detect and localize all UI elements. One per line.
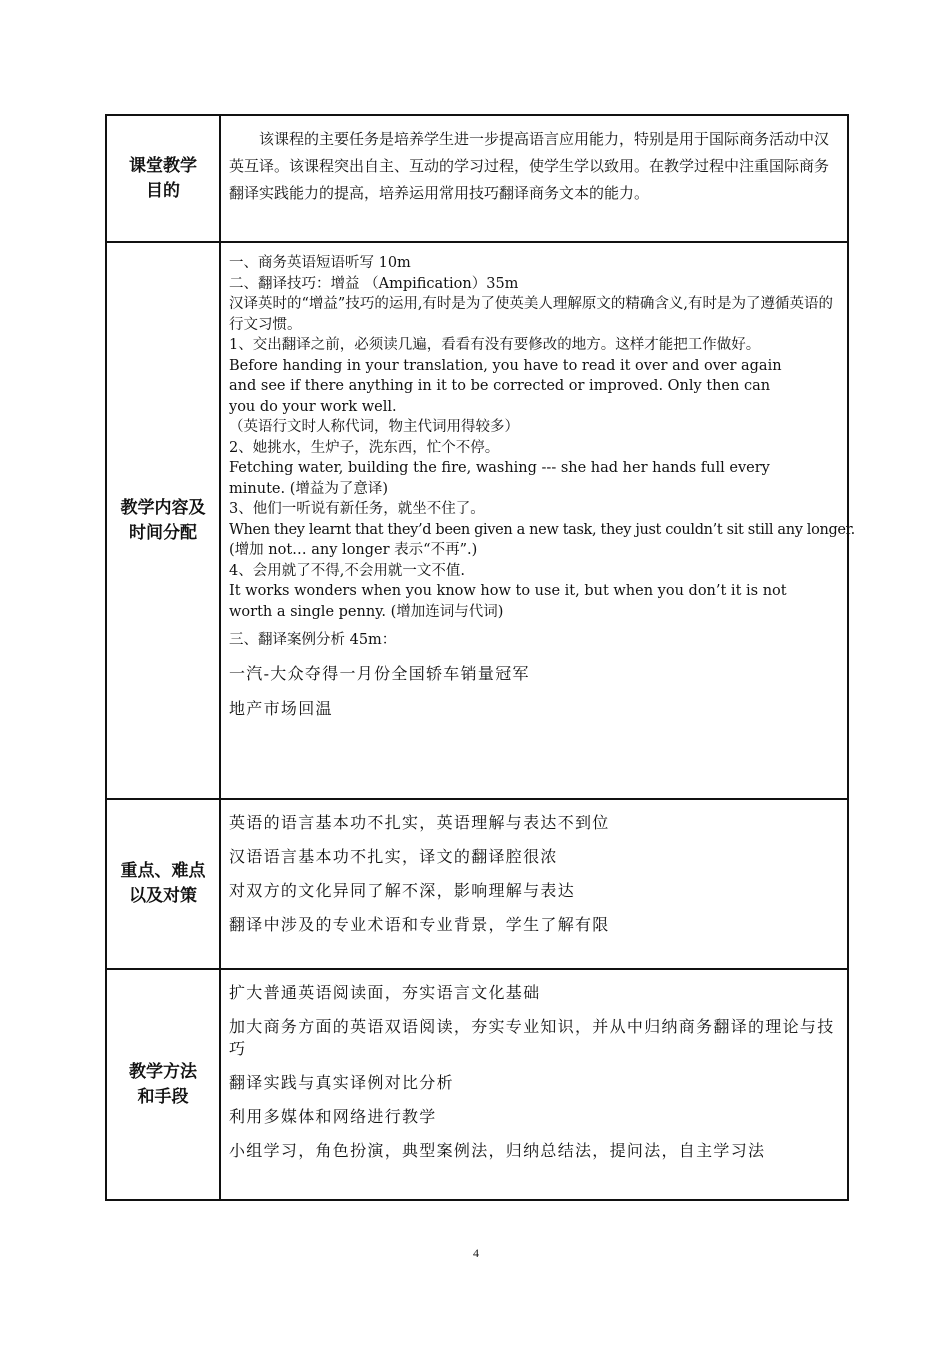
list-item: 汉语语言基本功不扎实，译文的翻译腔很浓 — [229, 847, 558, 866]
content-row — [106, 242, 848, 799]
content-line: and see if there anything in it to be corrected or improved. Only then can — [229, 378, 771, 394]
content-line: 二、翻译技巧：增益 （Ampification）35m — [229, 275, 519, 292]
list-item: 对双方的文化异同了解不深，影响理解与表达 — [229, 881, 576, 900]
content-line: 3、他们一听说有新任务，就坐不住了。 — [229, 501, 485, 517]
case-item: 地产市场回温 — [229, 698, 333, 718]
content-line: When they learnt that they’d been given a new task, they just couldn’t sit still any longer. — [229, 521, 855, 538]
list-item: 加大商务方面的英语双语阅读，夯实专业知识，并从中归纳商务翻译的理论与技巧 — [229, 1017, 835, 1058]
content-line: worth a single penny. (增加连词与代词) — [229, 603, 504, 620]
content-line: （英语行文时人称代词，物主代词用得较多） — [229, 419, 519, 435]
methods-cell — [220, 969, 848, 1200]
content-line: minute. (增益为了意译) — [229, 480, 389, 497]
list-item: 英语的语言基本功不扎实，英语理解与表达不到位 — [229, 813, 610, 832]
lesson-plan-table — [105, 114, 855, 1201]
difficulties-row — [106, 799, 848, 969]
content-line: 1、交出翻译之前，必须读几遍，看看有没有要修改的地方。这样才能把工作做好。 — [229, 337, 761, 353]
content-line: Before handing in your translation, you have to read it over and over again — [229, 357, 782, 374]
content-line: (增加 not… any longer 表示“不再”.) — [229, 542, 478, 558]
objective-row — [106, 115, 848, 242]
case-heading: 三、翻译案例分析 45m： — [229, 632, 397, 648]
content-cell — [220, 242, 855, 799]
list-item: 利用多媒体和网络进行教学 — [229, 1107, 437, 1126]
content-label: 教学内容及时间分配 — [106, 242, 220, 799]
list-item: 小组学习，角色扮演，典型案例法，归纳总结法，提问法，自主学习法 — [229, 1141, 766, 1160]
methods-row — [106, 969, 848, 1200]
methods-list — [229, 982, 841, 1162]
content-line: 一、商务英语短语听写 10m — [229, 255, 411, 271]
list-item: 翻译实践与真实译例对比分析 — [229, 1073, 454, 1092]
content-line: Fetching water, building the fire, washing --- she had her hands full every — [229, 460, 770, 476]
list-item: 扩大普通英语阅读面，夯实语言文化基础 — [229, 983, 541, 1002]
difficulties-list — [229, 812, 841, 936]
difficulties-label: 重点、难点以及对策 — [106, 799, 220, 969]
content-line: 汉译英时的“增益”技巧的运用,有时是为了使英美人理解原文的精确含义,有时是为了遵循英语的行文习惯。 — [229, 296, 834, 333]
page-number: 4 — [473, 1246, 479, 1260]
objective-text: 该课程的主要任务是培养学生进一步提高语言应用能力，特别是用于国际商务活动中汉英互译。该课程突出自主、互动的学习过程，使学生学以致用。在教学过程中注重国际商务翻译实践能力的提高，培养运用常用技巧翻译商务文本的能力。 — [229, 130, 830, 202]
content-line: you do your work well. — [229, 398, 397, 415]
objective-content — [220, 115, 848, 242]
objective-label: 课堂教学目的 — [106, 115, 220, 242]
difficulties-cell — [220, 799, 848, 969]
list-item: 翻译中涉及的专业术语和专业背景，学生了解有限 — [229, 915, 610, 934]
case-item: 一汽-大众夺得一月份全国轿车销量冠军 — [229, 663, 530, 683]
methods-label: 教学方法和手段 — [106, 969, 220, 1200]
content-line: It works wonders when you know how to use it, but when you don’t it is not — [229, 583, 787, 599]
content-line: 2、她挑水，生炉子，洗东西，忙个不停。 — [229, 439, 500, 456]
content-line: 4、会用就了不得,不会用就一文不值. — [229, 562, 465, 579]
